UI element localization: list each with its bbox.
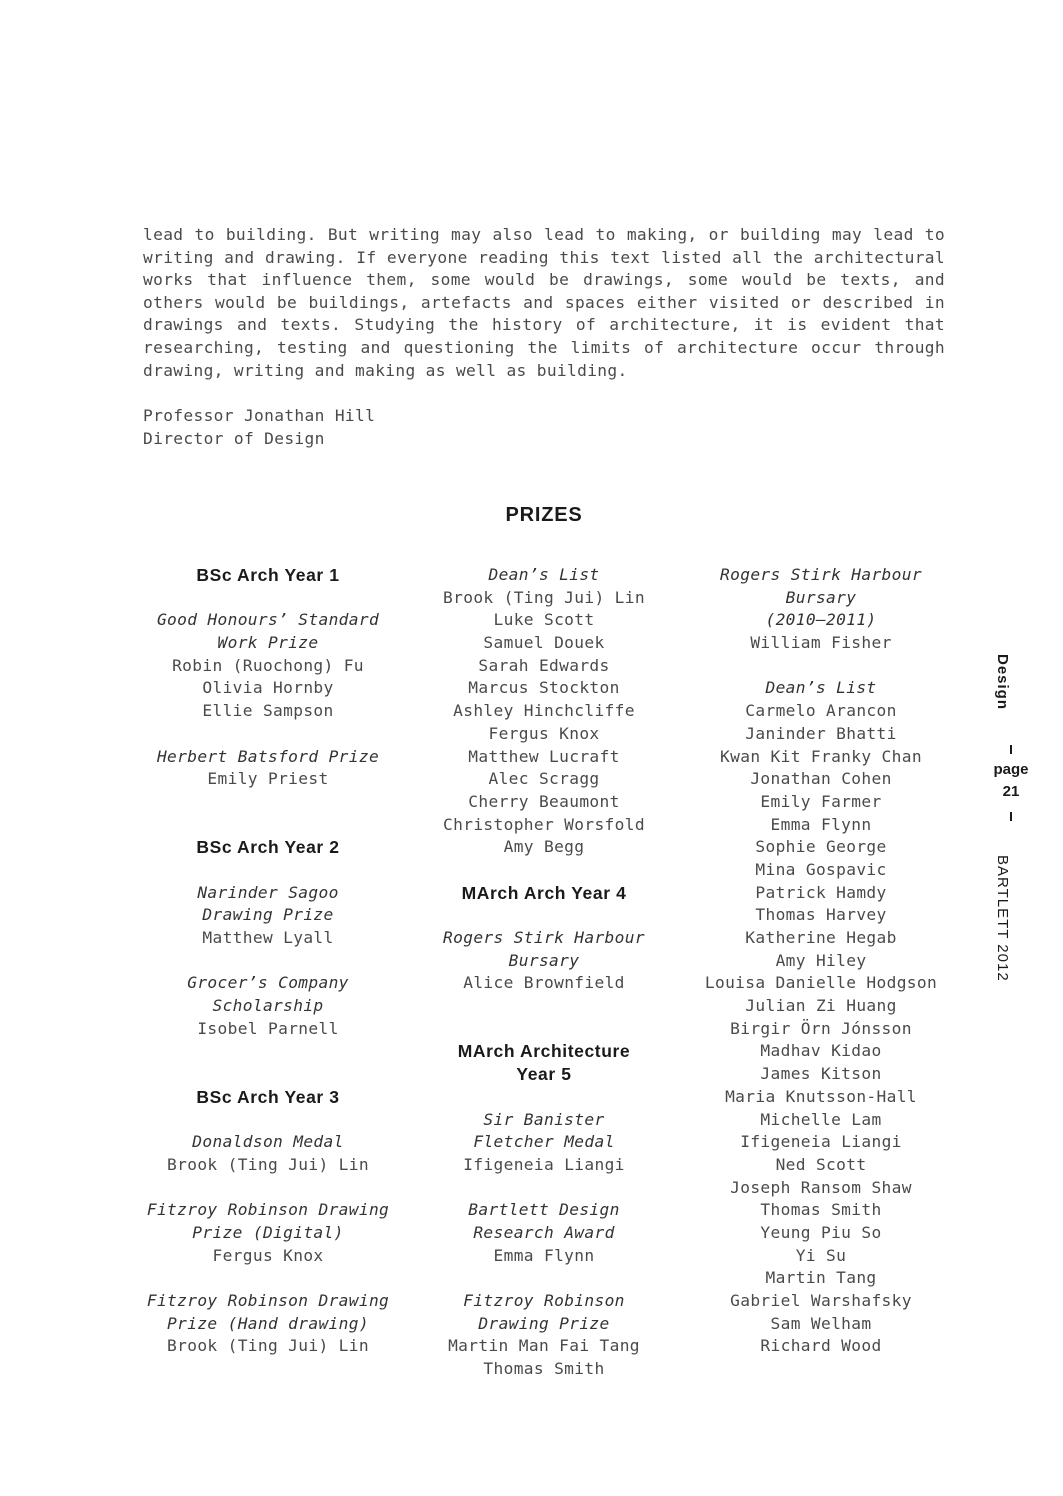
prize-title: Scholarship xyxy=(212,996,324,1016)
recipient-name: Matthew Lucraft xyxy=(468,746,620,766)
prize-title: Fitzroy Robinson xyxy=(463,1291,625,1310)
recipient-name: Ashley Hinchcliffe xyxy=(453,701,635,721)
recipient-name: Madhav Kidao xyxy=(760,1041,882,1061)
spacer xyxy=(118,1063,418,1086)
prize-title: Prize (Digital) xyxy=(192,1222,344,1242)
recipient-name: Ned Scott xyxy=(775,1154,867,1174)
prize-title: Bartlett Design xyxy=(468,1200,620,1220)
recipient-name: Joseph Ransom Shaw xyxy=(730,1177,912,1197)
recipient-name: Jonathan Cohen xyxy=(750,769,892,789)
recipient-name: Julian Zi Huang xyxy=(745,996,897,1016)
prizes-title: PRIZES xyxy=(505,504,583,526)
spacer xyxy=(118,723,418,746)
prize-title: Bursary xyxy=(785,587,857,607)
section-heading: BSc Arch Year 1 xyxy=(196,565,340,585)
section-heading: BSc Arch Year 2 xyxy=(196,837,340,858)
recipient-name: Olivia Hornby xyxy=(202,678,334,698)
spacer xyxy=(671,655,971,678)
prize-title: Research Award xyxy=(473,1222,615,1242)
prize-title: Prize (Hand drawing) xyxy=(167,1313,369,1333)
recipient-name: Katherine Hegab xyxy=(745,928,897,947)
sidebar-section-label: Design xyxy=(994,654,1011,711)
recipient-name: Thomas Harvey xyxy=(755,905,887,925)
recipient-name: Matthew Lyall xyxy=(202,928,334,947)
section-heading: BSc Arch Year 3 xyxy=(196,1086,340,1107)
spacer xyxy=(394,1177,694,1200)
recipient-name: Fergus Knox xyxy=(212,1245,324,1265)
signature-block xyxy=(143,405,375,450)
prize-title: Drawing Prize xyxy=(202,905,334,925)
recipient-name: James Kitson xyxy=(760,1064,882,1084)
recipient-name: Fergus Knox xyxy=(488,723,600,743)
recipient-name: Mina Gospavic xyxy=(755,859,887,879)
recipient-name: Sam Welham xyxy=(770,1313,872,1333)
recipient-name: Michelle Lam xyxy=(760,1109,882,1129)
prize-title: Grocer’s Company xyxy=(187,973,349,993)
recipient-name: Emma Flynn xyxy=(493,1245,595,1265)
recipient-name: Emily Farmer xyxy=(760,791,882,811)
recipient-name: Patrick Hamdy xyxy=(755,882,887,902)
section-heading: MArch Architecture xyxy=(457,1041,631,1062)
sidebar-publication-label: BARTLETT 2012 xyxy=(994,855,1011,982)
prizes-column-2 xyxy=(394,564,694,1381)
prize-title: Dean’s List xyxy=(488,565,600,584)
spacer xyxy=(118,859,418,882)
recipient-name: Sarah Edwards xyxy=(478,655,610,675)
sidebar-divider-bottom xyxy=(1010,812,1012,821)
section-heading: Year 5 xyxy=(516,1064,572,1085)
recipient-name: Gabriel Warshafsky xyxy=(730,1291,912,1310)
prizes-column-1 xyxy=(118,564,418,1358)
spacer xyxy=(394,859,694,882)
spacer xyxy=(118,950,418,973)
recipient-name: Isobel Parnell xyxy=(197,1018,339,1038)
recipient-name: Emily Priest xyxy=(207,769,329,789)
signature-title: Director of Design xyxy=(143,428,325,448)
section-heading: MArch Arch Year 4 xyxy=(461,882,627,903)
recipient-name: Carmelo Arancon xyxy=(745,701,897,721)
recipient-name: Kwan Kit Franky Chan xyxy=(720,746,922,766)
prize-title: Bursary xyxy=(508,950,580,970)
recipient-name: Birgir Örn Jónsson xyxy=(730,1018,912,1038)
spacer xyxy=(118,814,418,837)
prize-title: Rogers Stirk Harbour xyxy=(443,928,645,947)
sidebar-page-number: 21 xyxy=(1002,783,1020,800)
sidebar-divider-top xyxy=(1010,745,1012,754)
recipient-name: Sophie George xyxy=(755,837,887,857)
recipient-name: Robin (Ruochong) Fu xyxy=(172,655,364,675)
recipient-name: Maria Knutsson-Hall xyxy=(725,1086,917,1106)
recipient-name: Brook (Ting Jui) Lin xyxy=(167,1336,369,1356)
spacer xyxy=(118,791,418,814)
prize-title: Fitzroy Robinson Drawing xyxy=(146,1291,390,1310)
recipient-name: Martin Tang xyxy=(765,1268,877,1288)
spacer xyxy=(394,904,694,927)
recipient-name: Samuel Douek xyxy=(483,633,605,653)
prize-title: Dean’s List xyxy=(765,678,877,698)
recipient-name: Janinder Bhatti xyxy=(745,723,897,743)
recipient-name: Emma Flynn xyxy=(770,814,872,834)
spacer xyxy=(394,1018,694,1041)
recipient-name: Amy Hiley xyxy=(775,950,867,970)
spacer xyxy=(118,1177,418,1200)
recipient-name: Richard Wood xyxy=(760,1336,882,1356)
prize-title: Sir Banister xyxy=(483,1109,605,1129)
intro-paragraph: lead to building. But writing may also lead to making, or building may lead to writing and drawing. If everyone reading this text listed all the architectural works that influence them, some would be drawings, some would be texts, and others would be buildings, artefacts and spaces either visited or described in drawings and texts. Studying the history of architecture, it is evident that researching, testing and questioning the limits of architecture occur through drawing, writing and making as well as building. xyxy=(143,225,945,380)
recipient-name: Yeung Piu So xyxy=(760,1222,882,1242)
prize-title: Narinder Sagoo xyxy=(197,882,339,902)
recipient-name: Luke Scott xyxy=(493,610,595,630)
prize-title: Herbert Batsford Prize xyxy=(156,746,380,766)
prize-title: Work Prize xyxy=(217,633,319,653)
spacer xyxy=(118,1109,418,1132)
recipient-name: Brook (Ting Jui) Lin xyxy=(443,587,645,607)
recipient-name: Alice Brownfield xyxy=(463,973,625,993)
prize-title: Fletcher Medal xyxy=(473,1132,615,1152)
spacer xyxy=(118,1267,418,1290)
spacer xyxy=(118,1040,418,1063)
recipient-name: Thomas Smith xyxy=(760,1200,882,1220)
prize-title: Drawing Prize xyxy=(478,1313,610,1333)
recipient-name: Amy Begg xyxy=(503,837,585,857)
recipient-name: Marcus Stockton xyxy=(468,678,620,698)
recipient-name: Cherry Beaumont xyxy=(468,791,620,811)
recipient-name: Thomas Smith xyxy=(483,1359,605,1379)
prize-title: Donaldson Medal xyxy=(192,1132,344,1152)
signature-name: Professor Jonathan Hill xyxy=(143,406,376,425)
recipient-name: Ifigeneia Liangi xyxy=(740,1132,902,1152)
recipient-name: Alec Scragg xyxy=(488,769,600,789)
recipient-name: Ellie Sampson xyxy=(202,701,334,721)
spacer xyxy=(394,1086,694,1109)
recipient-name: Brook (Ting Jui) Lin xyxy=(167,1154,369,1174)
recipient-name: Martin Man Fai Tang xyxy=(448,1336,640,1356)
recipient-name: Louisa Danielle Hodgson xyxy=(704,973,938,993)
sidebar-page-label: page xyxy=(993,761,1029,778)
prize-title: (2010—2011) xyxy=(765,610,877,630)
spacer xyxy=(394,1267,694,1290)
spacer xyxy=(394,995,694,1018)
prizes-column-3 xyxy=(671,564,971,1358)
spacer xyxy=(118,587,418,610)
prize-title: Rogers Stirk Harbour xyxy=(720,565,922,584)
recipient-name: Christopher Worsfold xyxy=(443,814,645,834)
recipient-name: Ifigeneia Liangi xyxy=(463,1154,625,1174)
recipient-name: Yi Su xyxy=(795,1245,847,1265)
prize-title: Fitzroy Robinson Drawing xyxy=(146,1200,390,1220)
recipient-name: William Fisher xyxy=(750,633,892,653)
prize-title: Good Honours’ Standard xyxy=(156,610,380,630)
